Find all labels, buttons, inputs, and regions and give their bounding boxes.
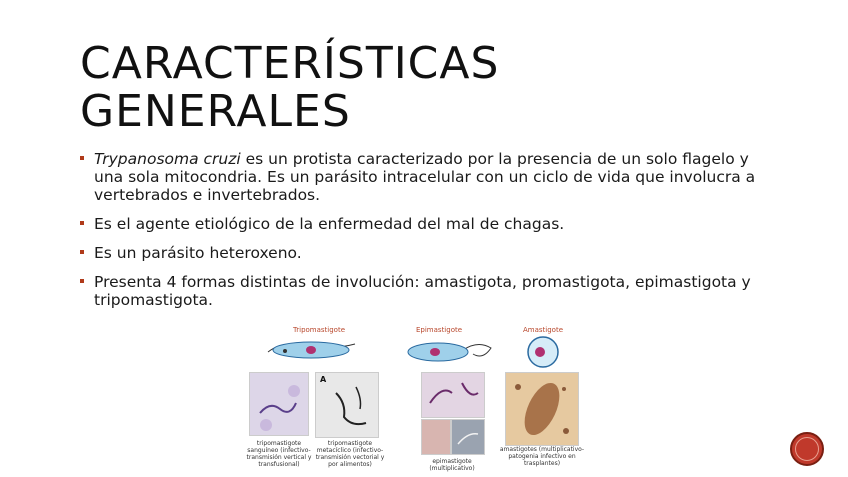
bullet-marker-icon	[80, 279, 84, 283]
next-slide-button[interactable]	[790, 432, 824, 466]
bullet-italic: Trypanosoma cruzi	[94, 150, 241, 168]
bullet-text: Es un parásito heteroxeno.	[94, 244, 302, 262]
bullet-text: Es el agente etiológico de la enfermedad del mal de chagas.	[94, 215, 565, 233]
amastigote-tissue-photo	[505, 372, 579, 446]
bullet-item	[80, 273, 770, 309]
bullet-text: es un protista caracterizado por la presencia de un solo flagelo y una sola mitocondria. Es un parásito intracelular con un ciclo de vida que involucra a vertebrados e invertebrados.	[94, 150, 756, 204]
bullet-list	[80, 150, 770, 320]
bullet-item	[80, 244, 770, 262]
bullet-marker-icon	[80, 250, 84, 254]
bullet-item	[80, 150, 770, 204]
bullet-marker-icon	[80, 156, 84, 160]
next-slide-ring-icon	[795, 437, 819, 461]
epimastigote-photo-1	[421, 372, 485, 418]
label-tripomastigote: Tripomastigote	[293, 326, 346, 334]
tripomastigote-metacyclic-photo	[315, 372, 379, 438]
slide-title: CARACTERÍSTICAS GENERALES	[80, 38, 500, 137]
bullet-marker-icon	[80, 221, 84, 225]
epimastigote-photo-3	[451, 419, 485, 455]
caption-amastigote: amastigotes (multiplicativo-patogenia infectivo en trasplantes)	[499, 446, 585, 467]
trypanosoma-forms-figure	[243, 322, 588, 474]
bullet-item	[80, 215, 770, 233]
epimastigote-drawing	[403, 336, 493, 366]
label-amastigote: Amastigote	[523, 326, 564, 334]
bullet-text: Presenta 4 formas distintas de involución: amastigota, promastigota, epimastigota y tripomastigota.	[94, 273, 751, 309]
tripomastigote-blood-photo	[249, 372, 309, 436]
tripomastigote-drawing	[263, 336, 363, 364]
caption-epimastigote: epimastigote (multiplicativo)	[429, 458, 475, 472]
caption-tripomastigote-metacyclic: tripomastigote metacíclico (infectivo- transmisión vectorial y por alimentos)	[315, 440, 385, 468]
epimastigote-photo-2	[421, 419, 451, 455]
amastigote-drawing	[526, 335, 560, 369]
label-epimastigote: Epimastigote	[416, 326, 463, 334]
caption-tripomastigote-blood: tripomastigote sanguíneo (infectivo- transmisión vertical y transfusional)	[246, 440, 312, 468]
panel-a-label: A	[320, 375, 327, 384]
